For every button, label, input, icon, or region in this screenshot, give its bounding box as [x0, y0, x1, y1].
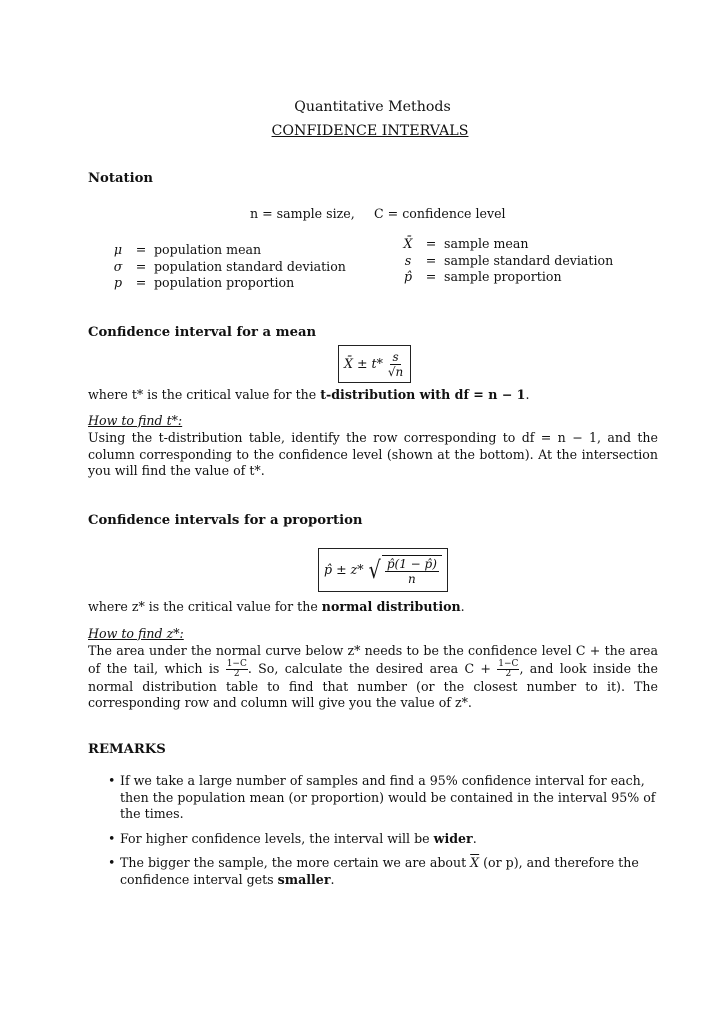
remark-text-post: . [472, 830, 477, 846]
equals: = [135, 258, 147, 274]
mean-howto-text: Using the t-distribution table, identify the row corresponding to df = n − 1, and the column corresponding to the confidence level (shown at the bottom). At the intersection you will find the value of t*. [88, 430, 658, 478]
proportion-where-text [88, 599, 465, 616]
remarks-list-container [88, 773, 660, 896]
description: population proportion [154, 275, 295, 290]
remark-text-bold: smaller [277, 871, 331, 887]
description: population standard deviation [154, 258, 346, 274]
description: sample mean [444, 236, 529, 251]
doc-title: Quantitative Methods [294, 99, 451, 115]
mean-formula-denominator: √n [387, 364, 404, 379]
tail-fraction-numerator: 1−C [226, 658, 247, 669]
where-suffix: . [460, 599, 465, 614]
where-prefix: where t* is the critical value for the [88, 387, 321, 402]
description: sample proportion [444, 269, 562, 284]
remarks-heading: REMARKS [88, 742, 166, 757]
proportion-formula-box [318, 548, 448, 592]
mean-where-text [88, 387, 529, 404]
remark-text-pre: The bigger the sample, the more certain we are about [120, 855, 471, 870]
population-row [108, 242, 346, 259]
proportion-howto-text [88, 643, 658, 712]
remarks-list [88, 773, 660, 888]
howto-part-2: . So, calculate the desired area C + [247, 660, 498, 676]
sqrt-content [382, 555, 442, 586]
where-prefix: where z* is the critical value for the [88, 599, 322, 614]
population-row [108, 259, 346, 276]
doc-subtitle: CONFIDENCE INTERVALS [271, 123, 469, 139]
proportion-formula-numerator: p̂(1 − p̂) [386, 556, 437, 571]
howto-part-1: The area under the normal curve below z* needs to be the confidence level C + the area of the tail, which is [88, 643, 658, 676]
proportion-formula-sqrt [367, 555, 442, 586]
equals: = [135, 242, 147, 257]
symbol: s [404, 252, 412, 268]
sqrt-icon: √ [368, 555, 381, 584]
notation-heading: Notation [88, 171, 153, 186]
symbol: X̄ [403, 236, 413, 251]
population-notation-list [108, 242, 346, 292]
area-fraction-numerator: 1−C [498, 658, 519, 669]
description: sample standard deviation [444, 252, 614, 268]
tail-fraction-denominator: 2 [233, 668, 240, 679]
where-suffix: . [525, 387, 530, 402]
area-fraction-denominator: 2 [505, 668, 512, 679]
remark-item [88, 855, 660, 888]
remark-text-mid: (or p), and therefore the confidence interval gets [120, 855, 639, 887]
symbol: p̂ [403, 269, 413, 284]
equals: = [135, 275, 147, 290]
sample-notation-list [398, 236, 613, 286]
proportion-heading: Confidence intervals for a proportion [88, 513, 363, 528]
remark-text-bold: wider [433, 830, 473, 846]
bullet-icon: • [108, 855, 116, 870]
mean-formula-lhs: X̄ ± t* [344, 355, 383, 371]
where-bold: t-distribution with df = n − 1 [320, 387, 526, 402]
sample-row [398, 236, 613, 253]
population-row [108, 275, 346, 292]
remark-item [88, 773, 660, 823]
mean-formula-fraction [386, 350, 405, 379]
proportion-howto-title: How to find z*: [88, 626, 184, 641]
mean-howto-title: How to find t*: [88, 413, 183, 428]
symbol: σ [113, 258, 123, 274]
notation-sample-size: n = sample size, [250, 206, 355, 221]
remark-text: If we take a large number of samples and find a 95% confidence interval for each, then the population mean (or proportion) would be contained in the interval 95% of the times. [120, 773, 656, 821]
remark-symbol-xbar: $\overline{X}$ [470, 855, 480, 870]
description: population mean [154, 242, 262, 257]
sample-row [398, 253, 613, 270]
notation-confidence-level: C = confidence level [374, 206, 506, 221]
symbol: p [113, 275, 123, 290]
equals: = [425, 252, 437, 268]
bullet-icon: • [108, 773, 116, 788]
mean-formula-box [338, 345, 411, 383]
where-bold: normal distribution [321, 599, 461, 614]
tail-fraction [226, 660, 248, 679]
proportion-formula-denominator: n [408, 571, 416, 586]
equals: = [425, 269, 437, 284]
proportion-formula-fraction [385, 557, 439, 586]
area-fraction [497, 660, 519, 679]
mean-formula-numerator: s [392, 349, 399, 364]
remark-text-pre: For higher confidence levels, the interval will be [120, 830, 434, 846]
symbol: μ [113, 242, 123, 257]
mean-heading: Confidence interval for a mean [88, 325, 317, 340]
sample-row [398, 269, 613, 286]
bullet-icon: • [108, 830, 116, 846]
proportion-formula-lhs: p̂ ± z* [324, 561, 364, 577]
remark-text-post: . [330, 871, 335, 887]
howto-part-3: , and look inside the normal distribution table to find that number (or the closest number to it). The corresponding row and column will give you the value of z*. [88, 660, 658, 710]
remark-item [88, 831, 660, 848]
equals: = [425, 236, 437, 251]
